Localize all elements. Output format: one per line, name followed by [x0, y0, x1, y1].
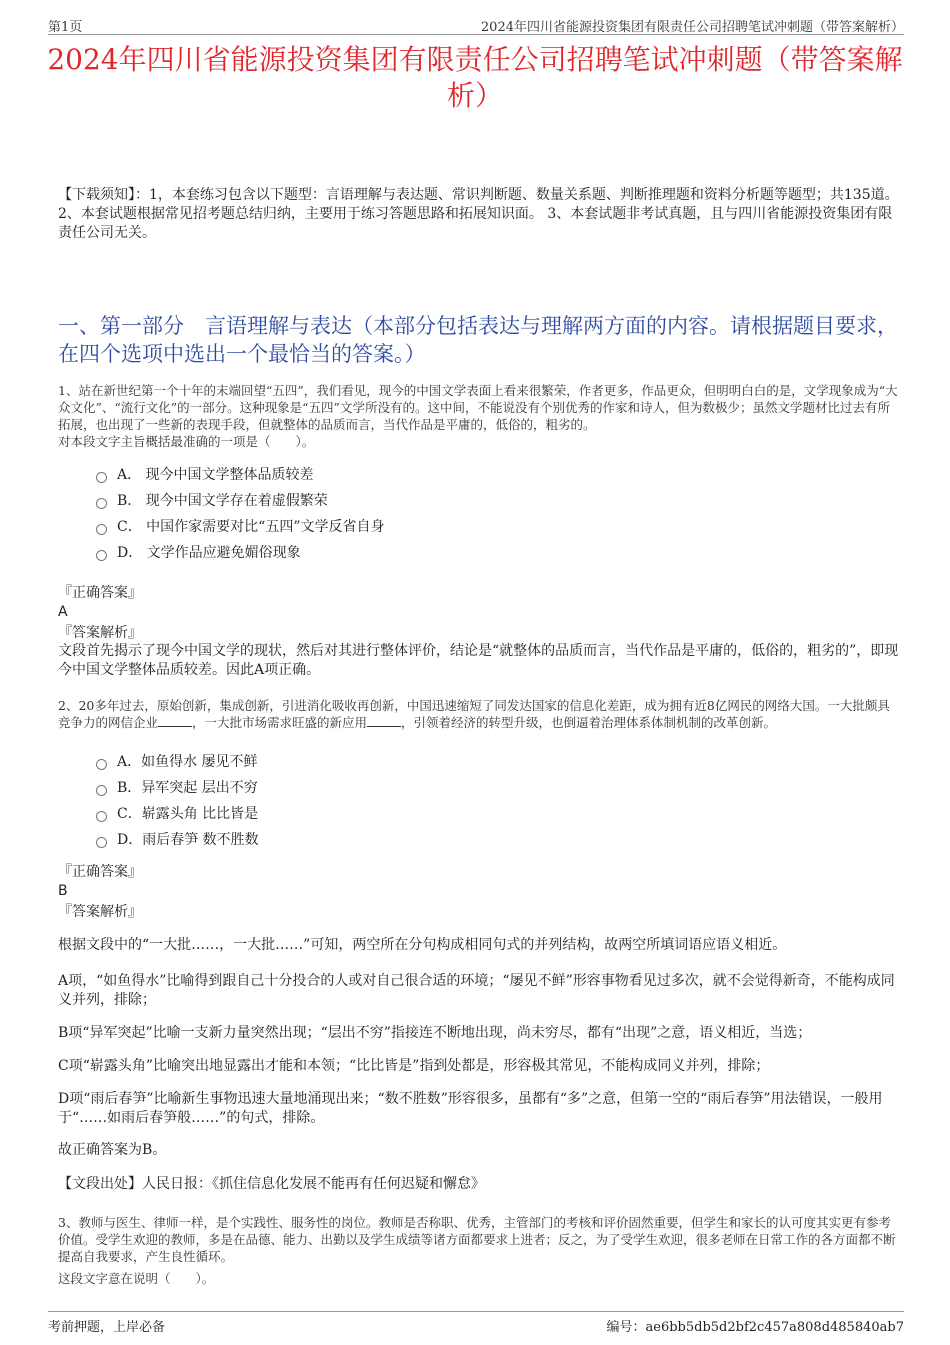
radio-icon[interactable] [96, 524, 107, 535]
q1-option-b[interactable]: B． 现今中国文学存在着虚假繁荣 [96, 487, 384, 513]
download-notice: 【下载须知】：1，本套练习包含以下题型：言语理解与表达题、常识判断题、数量关系题、判断推理题和资料分析题等题型；共135道。 2、本套试题根据常见招考题总结归纳，主要用于练习答题思路和拓展知识面。 3、本套试题非考试真题，且与四川省能源投资集团有限责任公司无关。 [58, 187, 899, 241]
footer-slogan: 考前押题，上岸必备 [48, 1320, 166, 1335]
q2-options [96, 748, 259, 852]
q2-correct-label: 『正确答案』 [58, 864, 142, 880]
q2-option-b[interactable]: B．异军突起 层出不穷 [96, 774, 259, 800]
radio-icon[interactable] [96, 472, 107, 483]
q1-analysis-label: 『答案解析』 [58, 625, 142, 641]
q2-option-a[interactable]: A．如鱼得水 屡见不鲜 [96, 748, 259, 774]
q1-correct-label: 『正确答案』 [58, 585, 142, 601]
q1-option-a[interactable]: A． 现今中国文学整体品质较差 [96, 461, 384, 487]
radio-icon[interactable] [96, 837, 107, 848]
page-footer [48, 1311, 904, 1335]
q2-analysis-label: 『答案解析』 [58, 904, 142, 920]
radio-icon[interactable] [96, 811, 107, 822]
q3-ask: 这段文字意在说明（ ）。 [58, 1271, 215, 1286]
q2-analysis-p2: A项，“如鱼得水”比喻得到跟自己十分投合的人或对自己很合适的环境；“屡见不鲜”形容事物看见过多次，就不会觉得新奇，不能构成同义并列，排除； [58, 973, 895, 1008]
section-heading: 一、第一部分 言语理解与表达（本部分包括表达与理解两方面的内容。请根据题目要求，在四个选项中选出一个最恰当的答案。） [58, 314, 898, 366]
q1-analysis: 文段首先揭示了现今中国文学的现状，然后对其进行整体评价，结论是“就整体的品质而言，当代作品是平庸的，低俗的，粗劣的”，即现今中国文学整体品质较差。因此A项正确。 [58, 643, 899, 678]
page-title: 2024年四川省能源投资集团有限责任公司招聘笔试冲刺题（带答案解析） [47, 43, 903, 112]
q2-analysis-p6: 故正确答案为B。 [58, 1142, 167, 1158]
q2-analysis-p5: D项“雨后春笋”比喻新生事物迅速大量地涌现出来；“数不胜数”形容很多，虽都有“多”之意，但第一空的“雨后春笋”用法错误，一般用于“……如雨后春笋般……”的句式，排除。 [58, 1091, 883, 1126]
radio-icon[interactable] [96, 550, 107, 561]
page-header [48, 14, 904, 35]
q1-option-d[interactable]: D． 文学作品应避免媚俗现象 [96, 539, 384, 565]
q2-analysis-p4: C项“崭露头角”比喻突出地显露出才能和本领；“比比皆是”指到处都是，形容极其常见，不能构成同义并列，排除； [58, 1058, 770, 1074]
q1-ask: 对本段文字主旨概括最准确的一项是（ ）。 [58, 434, 315, 449]
q2-source: 【文段出处】人民日报：《抓住信息化发展不能再有任何迟疑和懈怠》 [58, 1176, 485, 1192]
q1-option-c[interactable]: C． 中国作家需要对比“五四”文学反省自身 [96, 513, 384, 539]
radio-icon[interactable] [96, 498, 107, 509]
q1-stem: 1、站在新世纪第一个十年的末端回望“五四”，我们看见，现今的中国文学表面上看来很繁荣，作者更多，作品更众，但明明白白的是，文学现象成为“大众文化”、“流行文化”的一部分。这种现象是“五四”文学所没有的。这中间，不能说没有个别优秀的作家和诗人，但为数极少；虽然文学题材比过去有所拓展，也出现了一些新的表现手段，但就整体的品质而言，当代作品是平庸的，低俗的，粗劣的。 [58, 383, 898, 432]
q2-analysis-p3: B项“异军突起”比喻一支新力量突然出现；“层出不穷”指接连不断地出现，尚未穷尽，都有“出现”之意，语义相近，当选； [58, 1025, 812, 1041]
q2-answer: B [58, 883, 68, 899]
page-number: 第1页 [48, 20, 83, 35]
header-doc-title: 2024年四川省能源投资集团有限责任公司招聘笔试冲刺题（带答案解析） [480, 20, 904, 35]
fill-blank [367, 716, 401, 727]
radio-icon[interactable] [96, 759, 107, 770]
q1-options [96, 461, 384, 565]
q2-analysis-p1: 根据文段中的“一大批……，一大批……”可知，两空所在分句构成相同句式的并列结构，故两空所填词语应语义相近。 [58, 937, 787, 953]
q2-stem: 2、20多年过去，原始创新，集成创新，引进消化吸收再创新，中国迅速缩短了同发达国家的信息化差距，成为拥有近8亿网民的网络大国。一大批颇具竞争力的网信企业 ，一大批市场需求旺盛的新应用 ，引领着经济的转型升级，也倒逼着治理体系体制机制的改革创新。 [58, 698, 890, 730]
q1-answer: A [58, 604, 68, 620]
q2-option-d[interactable]: D．雨后春笋 数不胜数 [96, 826, 259, 852]
fill-blank [158, 716, 192, 727]
footer-doc-id: 编号：ae6bb5db5d2bf2c457a808d485840ab7 [606, 1320, 904, 1335]
q2-option-c[interactable]: C．崭露头角 比比皆是 [96, 800, 259, 826]
radio-icon[interactable] [96, 785, 107, 796]
q3-stem: 3、教师与医生、律师一样，是个实践性、服务性的岗位。教师是否称职、优秀，主管部门的考核和评价固然重要，但学生和家长的认可度其实更有参考价值。受学生欢迎的教师，多是在品德、能力、出勤以及学生成绩等诸方面都要求上进者；反之，为了受学生欢迎，很多老师在日常工作的各方面都不断提高自我要求，产生良性循环。 [58, 1215, 896, 1264]
